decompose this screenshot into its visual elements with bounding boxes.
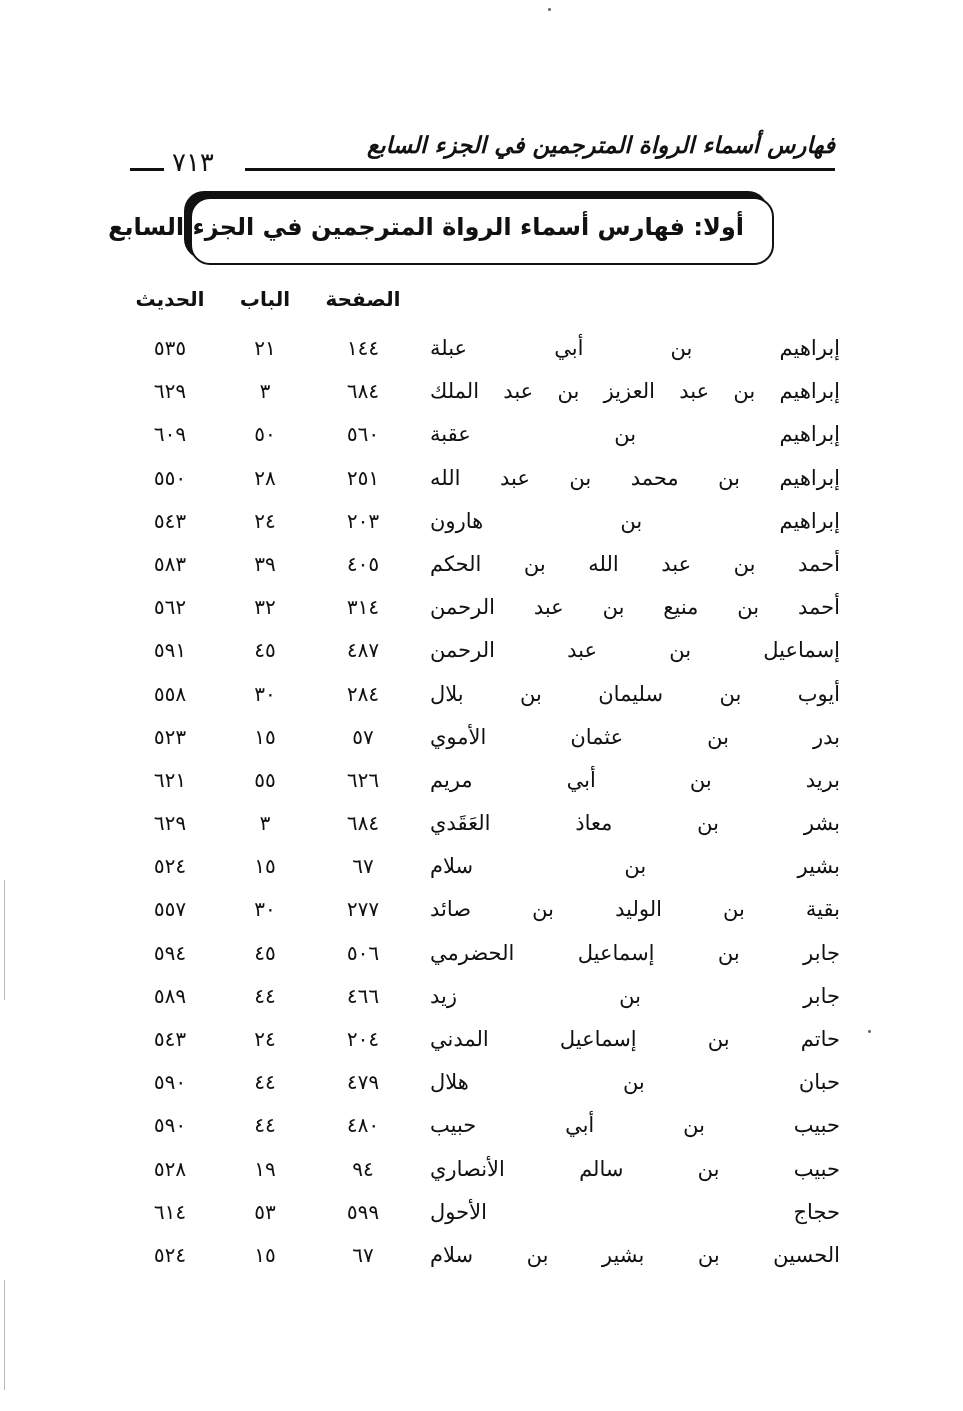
page-cell: ٤٧٩ — [346, 1070, 380, 1095]
hadith-cell: ٥٥٨ — [153, 681, 187, 706]
header-rule — [245, 168, 835, 171]
chapter-cell: ٢٨ — [254, 465, 276, 490]
scan-margin-line — [4, 1280, 5, 1390]
chapter-cell: ٥٣ — [254, 1199, 276, 1224]
hadith-cell: ٥٨٣ — [153, 551, 187, 576]
narrator-name: حجاج الأحول — [430, 1199, 840, 1224]
table-row — [120, 676, 840, 719]
column-header-hadith: الحديث — [135, 287, 205, 311]
narrator-name: جابر بن إسماعيل الحضرمي — [430, 940, 840, 965]
hadith-cell: ٦٢٩ — [153, 811, 187, 836]
scan-speck — [868, 1030, 871, 1033]
table-row — [120, 1107, 840, 1150]
narrator-name: حبيب بن أبي حبيب — [430, 1113, 840, 1138]
hadith-cell: ٥٤٣ — [153, 1027, 187, 1051]
hadith-cell: ٥٢٤ — [153, 1242, 187, 1267]
chapter-cell: ١٥ — [254, 1242, 276, 1267]
chapter-cell: ٢٤ — [254, 1027, 276, 1051]
narrator-name: إبراهيم بن محمد بن عبد الله — [430, 465, 840, 490]
narrator-name: إبراهيم بن عقبة — [430, 422, 840, 447]
narrator-name: أحمد بن عبد الله بن الحكم — [430, 551, 840, 576]
narrator-name: أحمد بن منيع بن عبد الرحمن — [430, 595, 840, 620]
table-row — [120, 1237, 840, 1280]
narrator-name: الحسين بن بشير بن سلام — [430, 1242, 840, 1267]
narrator-name: بشير بن سلام — [430, 854, 840, 879]
page-cell: ٢٥١ — [346, 465, 380, 490]
narrator-name: حبان بن هلال — [430, 1070, 840, 1095]
chapter-cell: ٤٥ — [254, 638, 276, 663]
hadith-cell: ٦٢٩ — [153, 379, 187, 404]
page-number-dash — [130, 168, 164, 171]
table-row — [120, 503, 840, 546]
chapter-cell: ٣٠ — [254, 897, 276, 922]
table-row — [120, 978, 840, 1021]
running-header — [130, 128, 835, 178]
page-cell: ٩٤ — [352, 1156, 374, 1181]
table-row — [120, 1194, 840, 1237]
hadith-cell: ٥٢٣ — [153, 724, 187, 749]
page-number: ٧١٣ — [172, 148, 214, 178]
section-title: أولا: فهارس أسماء الرواة المترجمين في الجزء السابع — [108, 213, 744, 241]
narrator-name: بقية بن الوليد بن صائد — [430, 897, 840, 922]
page-cell: ٢٠٣ — [346, 508, 380, 533]
page-cell: ٤٨٠ — [346, 1113, 380, 1138]
section-title-box — [108, 197, 774, 265]
hadith-cell: ٦١٤ — [153, 1199, 187, 1224]
page-cell: ٦٧ — [352, 854, 374, 879]
narrator-name: بدر بن عثمان الأموي — [430, 724, 840, 749]
page-cell: ٣١٤ — [346, 595, 380, 620]
table-row — [120, 805, 840, 848]
narrator-name: إبراهيم بن عبد العزيز بن عبد الملك — [430, 379, 840, 404]
hadith-cell: ٥٤٣ — [153, 508, 187, 533]
hadith-cell: ٥٨٩ — [153, 983, 187, 1008]
chapter-cell: ٣ — [259, 811, 271, 836]
page-cell: ١٤٤ — [346, 336, 380, 360]
narrator-name: إبراهيم بن هارون — [430, 508, 840, 533]
chapter-cell: ١٥ — [254, 854, 276, 879]
chapter-cell: ٣٩ — [254, 551, 276, 576]
table-row — [120, 1151, 840, 1194]
page-cell: ٦٨٤ — [346, 379, 380, 404]
narrator-name: أيوب بن سليمان بن بلال — [430, 681, 840, 706]
narrator-name: بشر بن معاذ العَقَدي — [430, 811, 840, 836]
column-header-chapter: الباب — [239, 287, 291, 311]
column-header-page: الصفحة — [325, 287, 401, 311]
narrator-name: حبيب بن سالم الأنصاري — [430, 1156, 840, 1181]
chapter-cell: ٤٤ — [254, 1113, 276, 1138]
running-title: فهارس أسماء الرواة المترجمين في الجزء السابع — [366, 132, 835, 159]
table-row — [120, 632, 840, 675]
chapter-cell: ٣٠ — [254, 681, 276, 706]
chapter-cell: ٥٠ — [254, 422, 276, 447]
chapter-cell: ٥٥ — [254, 767, 276, 792]
page-cell: ٤٠٥ — [346, 551, 380, 576]
page-cell: ٤٨٧ — [346, 638, 380, 663]
chapter-cell: ٤٤ — [254, 1070, 276, 1095]
hadith-cell: ٥٢٨ — [153, 1156, 187, 1181]
hadith-cell: ٥٢٤ — [153, 854, 187, 879]
hadith-cell: ٥٣٥ — [153, 336, 187, 360]
page-cell: ٦٧ — [352, 1242, 374, 1267]
table-row — [120, 373, 840, 416]
page-cell: ٥٩٩ — [346, 1199, 380, 1224]
table-row — [120, 762, 840, 805]
page-cell: ٥٠٦ — [346, 940, 380, 965]
page-cell: ٦٨٤ — [346, 811, 380, 836]
hadith-cell: ٥٩١ — [153, 638, 187, 663]
chapter-cell: ٤٥ — [254, 940, 276, 965]
narrator-name: حاتم بن إسماعيل المدني — [430, 1027, 840, 1051]
chapter-cell: ٣٢ — [254, 595, 276, 620]
table-row — [120, 460, 840, 503]
narrators-table — [120, 330, 840, 1280]
table-row — [120, 891, 840, 934]
narrator-name: إبراهيم بن أبي عبلة — [430, 336, 840, 360]
hadith-cell: ٥٩٤ — [153, 940, 187, 965]
table-row — [120, 330, 840, 373]
scan-margin-line — [4, 880, 5, 1000]
scan-speck — [548, 8, 551, 11]
table-row — [120, 848, 840, 891]
page-cell: ٤٦٦ — [346, 983, 380, 1008]
page-cell: ٦٢٦ — [346, 767, 380, 792]
narrator-name: إسماعيل بن عبد الرحمن — [430, 638, 840, 663]
page-cell: ٢٨٤ — [346, 681, 380, 706]
page-cell: ٢٠٤ — [346, 1027, 380, 1051]
hadith-cell: ٥٩٠ — [153, 1113, 187, 1138]
chapter-cell: ٤٤ — [254, 983, 276, 1008]
hadith-cell: ٦٢١ — [153, 767, 187, 792]
page-cell: ٥٧ — [352, 724, 374, 749]
narrator-name: جابر بن زيد — [430, 983, 840, 1008]
table-row — [120, 589, 840, 632]
table-row — [120, 1064, 840, 1107]
table-row — [120, 1021, 840, 1064]
chapter-cell: ٣ — [259, 379, 271, 404]
table-row — [120, 719, 840, 762]
page-cell: ٥٦٠ — [346, 422, 380, 447]
hadith-cell: ٥٦٢ — [153, 595, 187, 620]
hadith-cell: ٥٥٠ — [153, 465, 187, 490]
page-cell: ٢٧٧ — [346, 897, 380, 922]
narrator-name: بريد بن أبي مريم — [430, 767, 840, 792]
chapter-cell: ٢٤ — [254, 508, 276, 533]
hadith-cell: ٦٠٩ — [153, 422, 187, 447]
table-row — [120, 416, 840, 459]
chapter-cell: ١٥ — [254, 724, 276, 749]
chapter-cell: ٢١ — [254, 336, 276, 360]
table-row — [120, 935, 840, 978]
chapter-cell: ١٩ — [254, 1156, 276, 1181]
hadith-cell: ٥٩٠ — [153, 1070, 187, 1095]
hadith-cell: ٥٥٧ — [153, 897, 187, 922]
table-row — [120, 546, 840, 589]
